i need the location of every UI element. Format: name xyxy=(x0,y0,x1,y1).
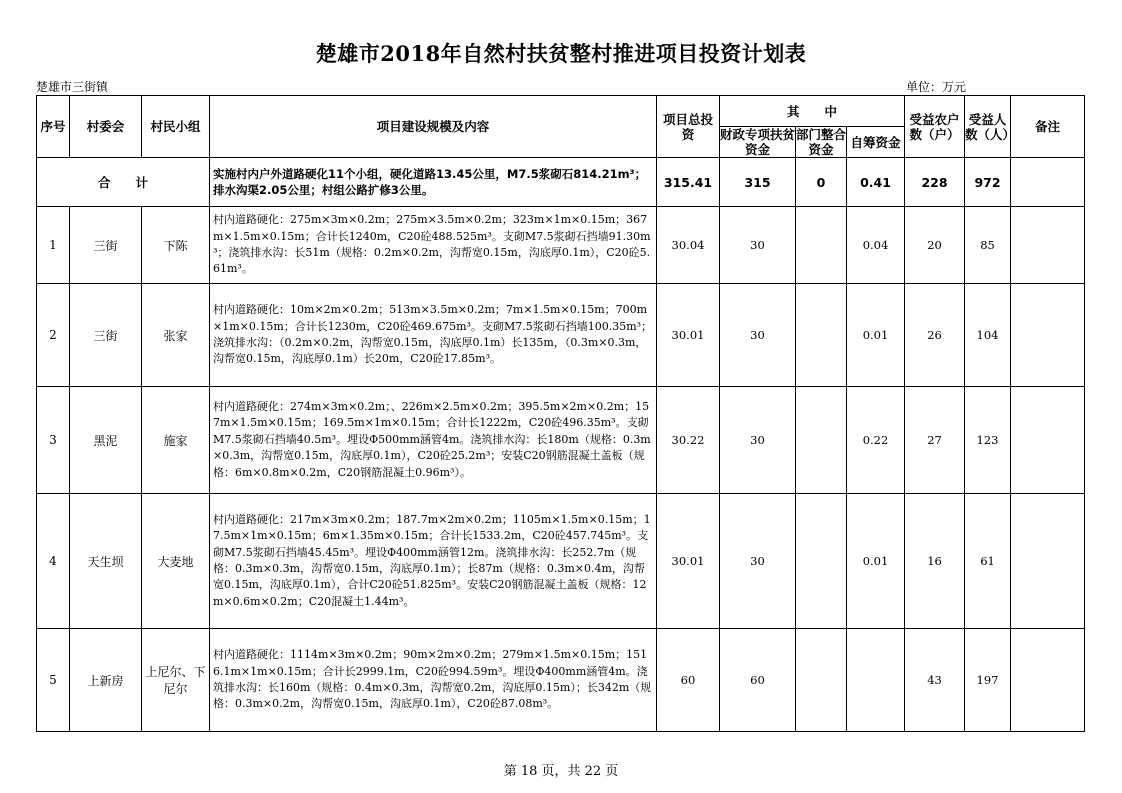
total-households: 228 xyxy=(905,158,965,207)
row-self: 0.22 xyxy=(847,387,905,494)
row-remark xyxy=(1011,207,1085,284)
row-self: 0.04 xyxy=(847,207,905,284)
row-group: 施家 xyxy=(142,387,210,494)
row-households: 26 xyxy=(905,284,965,387)
row-group: 下陈 xyxy=(142,207,210,284)
row-finance: 30 xyxy=(720,387,796,494)
unit-label: 单位：万元 xyxy=(906,80,967,94)
row-total-invest: 30.22 xyxy=(657,387,720,494)
row-dept xyxy=(796,284,847,387)
investment-table xyxy=(36,95,1085,732)
total-people: 972 xyxy=(965,158,1011,207)
row-households: 20 xyxy=(905,207,965,284)
row-total-invest: 30.04 xyxy=(657,207,720,284)
header-seq: 序号 xyxy=(37,96,70,158)
row-self: 0.01 xyxy=(847,284,905,387)
row-seq: 1 xyxy=(37,207,70,284)
row-households: 27 xyxy=(905,387,965,494)
row-content: 村内道路硬化：217m×3m×0.2m；187.7m×2m×0.2m；1105m×1.5m×0.15m；17.5m×1m×0.15m；6m×1.35m×0.15m；合计长1533.2m，C20砼457.745m³。支砌M7.5浆砌石挡墙45.45m³。埋设Φ400mm涵管12m。浇筑排水沟：长252.7m（规格：0.3m×0.3m，沟帮宽0.15m，沟底厚0.1m）；长87m（规格：0.3m×0.4m，沟帮宽0.15m，沟底厚0.1m），合计C20砼51.825m³。安装C20钢筋混凝土盖板（规格：12m×0.6m×0.2m；C20混凝土1.44m³。 xyxy=(210,494,657,629)
town-label: 楚雄市三街镇 xyxy=(36,80,109,94)
row-dept xyxy=(796,387,847,494)
row-seq: 4 xyxy=(37,494,70,629)
header-dept: 部门整合资金 xyxy=(796,127,847,157)
row-seq: 2 xyxy=(37,284,70,387)
row-self: 0.01 xyxy=(847,494,905,629)
total-self: 0.41 xyxy=(847,158,905,207)
row-people: 85 xyxy=(965,207,1011,284)
row-finance: 30 xyxy=(720,284,796,387)
row-finance: 30 xyxy=(720,207,796,284)
row-content: 村内道路硬化：275m×3m×0.2m；275m×3.5m×0.2m；323m×1m×0.15m；367m×1.5m×0.15m；合计长1240m，C20砼488.525m³。支砌M7.5浆砌石挡墙91.30m³；浇筑排水沟：长51m（规格：0.2m×0.2m，沟帮宽0.15m，沟底厚0.1m），C20砼5.61m³。 xyxy=(210,207,657,284)
row-households: 43 xyxy=(905,629,965,732)
table-row xyxy=(37,207,1085,284)
table-row xyxy=(37,629,1085,732)
row-content: 村内道路硬化：10m×2m×0.2m；513m×3.5m×0.2m；7m×1.5m×0.15m；700m×1m×0.15m；合计长1230m，C20砼469.675m³。支砌M7.5浆砌石挡墙100.35m³；浇筑排水沟：（0.2m×0.2m，沟帮宽0.15m，沟底厚0.1m）长135m，（0.3m×0.3m，沟帮宽0.15m，沟底厚0.1m）长20m，C20砼17.85m³。 xyxy=(210,284,657,387)
row-seq: 3 xyxy=(37,387,70,494)
row-committee: 三街 xyxy=(70,284,142,387)
row-content: 村内道路硬化：1114m×3m×0.2m；90m×2m×0.2m；279m×1.5m×0.15m；1516.1m×1m×0.15m；合计长2999.1m，C20砼994.59m³。埋设Φ400mm涵管4m。浇筑排水沟：长160m（规格：0.4m×0.3m，沟帮宽0.2m，沟底厚0.15m）；长342m（规格：0.3m×0.2m，沟帮宽0.15m，沟底厚0.1m），C20砼87.08m³。 xyxy=(210,629,657,732)
table-row xyxy=(37,494,1085,629)
total-remark xyxy=(1011,158,1085,207)
row-group: 上尼尔、下尼尔 xyxy=(142,629,210,732)
row-dept xyxy=(796,629,847,732)
header-remark: 备注 xyxy=(1011,96,1085,158)
total-row xyxy=(37,158,1085,207)
row-content: 村内道路硬化：274m×3m×0.2m；、226m×2.5m×0.2m；395.5m×2m×0.2m；157m×1.5m×0.15m；169.5m×1m×0.15m；合计长1222m，C20砼496.35m³。支砌M7.5浆砌石挡墙40.5m³。埋设Φ500mm涵管4m。浇筑排水沟：长180m（规格：0.3m×0.3m，沟帮宽0.15m，沟底厚0.1m），C20砼25.2m³；安装C20钢筋混凝土盖板（规格：6m×0.8m×0.2m，C20钢筋混凝土0.96m³）。 xyxy=(210,387,657,494)
row-people: 123 xyxy=(965,387,1011,494)
header-content: 项目建设规模及内容 xyxy=(210,96,657,158)
row-group: 张家 xyxy=(142,284,210,387)
row-committee: 三街 xyxy=(70,207,142,284)
header-people: 受益人数（人） xyxy=(965,96,1011,158)
page-title: 楚雄市2018年自然村扶贫整村推进项目投资计划表 xyxy=(315,41,807,66)
row-seq: 5 xyxy=(37,629,70,732)
row-people: 61 xyxy=(965,494,1011,629)
row-committee: 上新房 xyxy=(70,629,142,732)
page-footer: 第 18 页，共 22 页 xyxy=(503,764,619,779)
header-self: 自筹资金 xyxy=(847,127,905,158)
row-total-invest: 30.01 xyxy=(657,494,720,629)
row-remark xyxy=(1011,629,1085,732)
header-finance: 财政专项扶贫资金 xyxy=(720,127,796,157)
row-committee: 天生坝 xyxy=(70,494,142,629)
row-remark xyxy=(1011,494,1085,629)
row-total-invest: 60 xyxy=(657,629,720,732)
row-dept xyxy=(796,207,847,284)
total-invest: 315.41 xyxy=(657,158,720,207)
row-committee: 黑泥 xyxy=(70,387,142,494)
row-total-invest: 30.01 xyxy=(657,284,720,387)
row-remark xyxy=(1011,387,1085,494)
row-people: 104 xyxy=(965,284,1011,387)
header-households: 受益农户数（户） xyxy=(905,96,965,158)
total-finance: 315 xyxy=(720,158,796,207)
header-total-invest: 项目总投资 xyxy=(657,96,720,158)
row-households: 16 xyxy=(905,494,965,629)
table-row xyxy=(37,284,1085,387)
total-content: 实施村内户外道路硬化11个小组，硬化道路13.45公里，M7.5浆砌石814.21m³；排水沟渠2.05公里；村组公路扩修3公里。 xyxy=(210,158,657,207)
row-dept xyxy=(796,494,847,629)
header-committee: 村委会 xyxy=(70,96,142,158)
table-row xyxy=(37,387,1085,494)
row-finance: 60 xyxy=(720,629,796,732)
row-remark xyxy=(1011,284,1085,387)
row-finance: 30 xyxy=(720,494,796,629)
total-dept: 0 xyxy=(796,158,847,207)
total-label: 合 计 xyxy=(37,158,210,207)
row-group: 大麦地 xyxy=(142,494,210,629)
row-people: 197 xyxy=(965,629,1011,732)
row-self xyxy=(847,629,905,732)
header-group: 村民小组 xyxy=(142,96,210,158)
header-of-which: 其 中 xyxy=(720,96,905,127)
header-row-1 xyxy=(37,96,1085,127)
